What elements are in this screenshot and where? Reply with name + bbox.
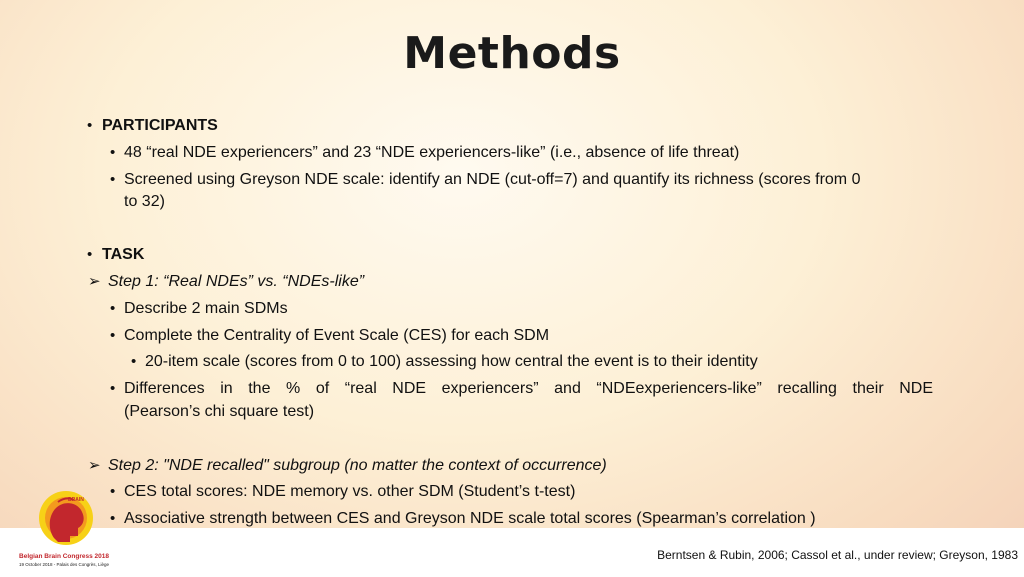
step2-item: CES total scores: NDE memory vs. other SDM (Student’s t-test) — [124, 483, 576, 500]
reference-text: Berntsen & Rubin, 2006; Cassol et al., under review; Greyson, 1983 — [657, 548, 1018, 562]
participants-item: Screened using Greyson NDE scale: identify an NDE (cut-off=7) and quantify its richness (scores from 0 — [124, 171, 861, 188]
bullet-icon: • — [87, 117, 93, 134]
bullet-icon: • — [110, 510, 116, 527]
step1-label: Step 1: “Real NDEs” vs. “NDEs-like” — [108, 273, 365, 290]
step1-item: Describe 2 main SDMs — [124, 300, 288, 317]
arrow-bullet-icon: ➢ — [88, 457, 101, 474]
step1-item-continuation: (Pearson’s chi square test) — [124, 403, 315, 420]
step1-item: Differences in the % of “real NDE experiencers” and “NDEexperiencers-like” recalling their NDE — [124, 380, 933, 397]
bullet-icon: • — [110, 380, 116, 397]
logo-name: Belgian Brain Congress 2018 — [19, 553, 109, 560]
slide-title: Methods — [403, 28, 621, 79]
bullet-icon: • — [110, 327, 116, 344]
participants-item: 48 “real NDE experiencers” and 23 “NDE experiencers-like” (i.e., absence of life threat) — [124, 144, 740, 161]
bullet-icon: • — [131, 353, 137, 370]
bullet-icon: • — [110, 171, 116, 188]
bullet-icon: • — [110, 144, 116, 161]
task-heading: TASK — [102, 246, 145, 263]
participants-item-continuation: to 32) — [124, 193, 165, 210]
step1-item: Complete the Centrality of Event Scale (CES) for each SDM — [124, 327, 550, 344]
arrow-bullet-icon: ➢ — [88, 273, 101, 290]
logo-badge-text: BRAIN — [68, 497, 84, 503]
step1-subitem: 20-item scale (scores from 0 to 100) assessing how central the event is to their identity — [145, 353, 758, 370]
step2-label: Step 2: "NDE recalled" subgroup (no matter the context of occurrence) — [108, 457, 607, 474]
bullet-icon: • — [110, 300, 116, 317]
bullet-icon: • — [87, 246, 93, 263]
footer-bar — [0, 528, 1024, 577]
bullet-icon: • — [110, 483, 116, 500]
participants-heading: PARTICIPANTS — [102, 117, 218, 134]
logo-subtitle: 19 October 2018 - Palais des Congrès, Liège — [18, 562, 110, 567]
step2-item: Associative strength between CES and Greyson NDE scale total scores (Spearman’s correlation ) — [124, 510, 816, 527]
